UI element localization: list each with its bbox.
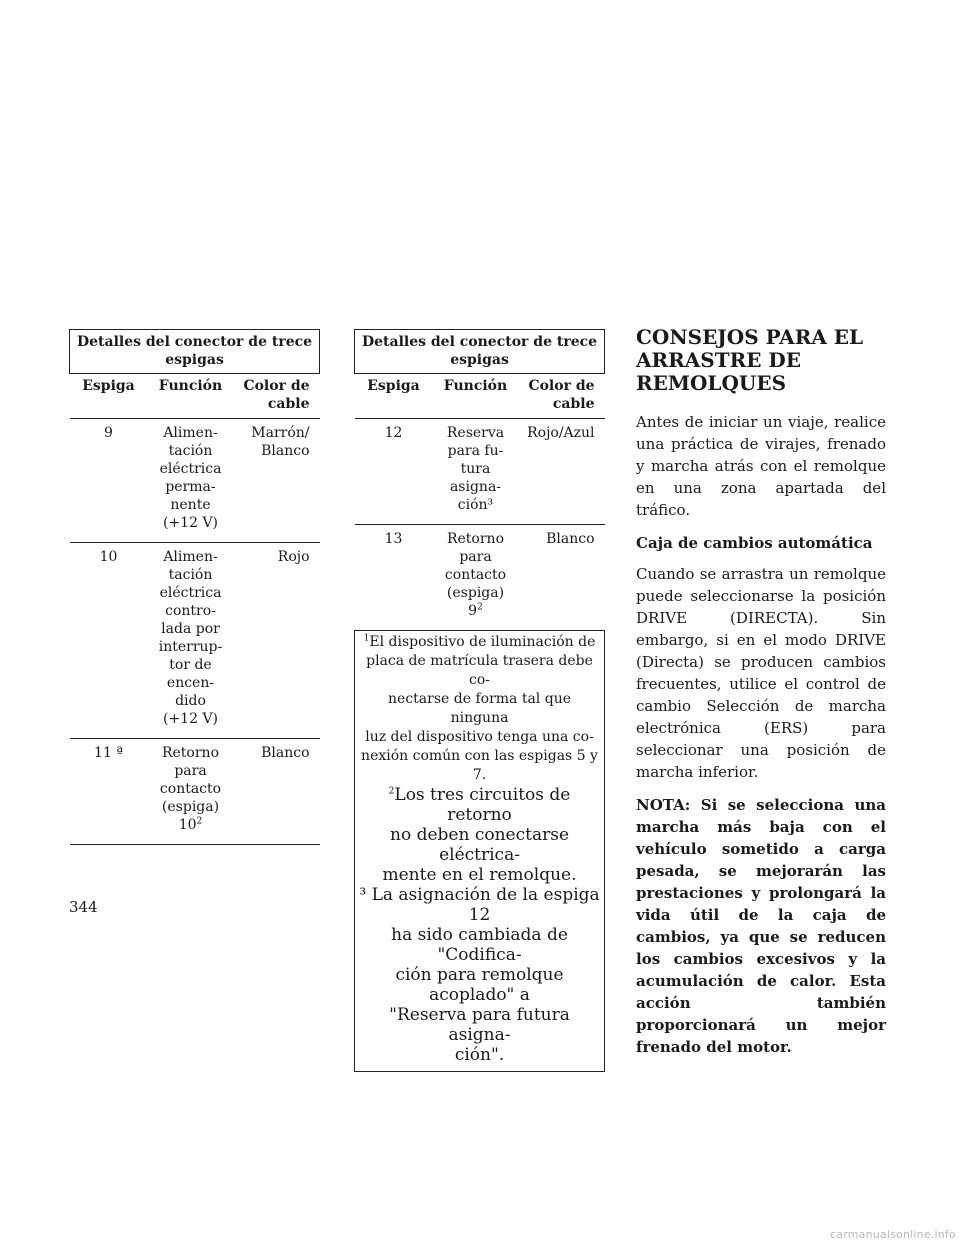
superscript-mark: 2 (477, 602, 483, 613)
page-number: 344 (69, 898, 98, 916)
table-1-header-function: Función (148, 374, 234, 419)
footnote-2-mark: 2 (388, 786, 395, 797)
connector-table-2 (354, 329, 605, 1072)
table-row (355, 419, 605, 525)
pin-number: 13 (355, 525, 433, 631)
footnote-2 (359, 785, 600, 885)
wire-color: Marrón/ Blanco (234, 419, 320, 543)
footnote-3: ³ La asignación de la espiga 12 ha sido cambiada de "Codifica- ción para remolque acoplado" a "Reserva para futura asigna- ción". (359, 885, 600, 1065)
table-2-header-color: Color de cable (519, 374, 605, 419)
footnote-1-text: El dispositivo de iluminación de placa de matrícula trasera debe co- nectarse de forma tal que ninguna luz del dispositivo tenga una co- nexión común con las espigas 5 y 7. (361, 634, 598, 783)
connector-table-1 (69, 329, 320, 845)
pin-function: Retorno para contacto (espiga) $9^2$ (433, 525, 519, 631)
pin-function: Alimen- tación eléctrica perma- nente (+12 V) (148, 419, 234, 543)
table-footnotes (355, 631, 605, 1072)
table-2-header-pin: Espiga (355, 374, 433, 419)
wire-color: Blanco (519, 525, 605, 631)
body-paragraph: Cuando se arrastra un remolque puede seleccionarse la posición DRIVE (DIRECTA). Sin embargo, si en el modo DRIVE (Directa) se producen cambios frecuentes, utilice el control de cambio Selección de marcha electrónica (ERS) para seleccionar una posición de marcha inferior. (636, 565, 886, 781)
subheading: Caja de cambios automática (636, 534, 873, 552)
pin-number: 9 (70, 419, 148, 543)
footnote-1 (359, 633, 600, 785)
note-paragraph: NOTA: Si se selecciona una marcha más baja con el vehículo sometido a carga pesada, se mejorarán las prestaciones y prolongará la vida útil de la caja de cambios, ya que se reducen los cambios excesivos y la acumulación de calor. Esta acción también proporcionará un mejor frenado del motor. (636, 796, 886, 1056)
table-1-header-pin: Espiga (70, 374, 148, 419)
section-heading: CONSEJOS PARA EL ARRASTRE DE REMOLQUES (636, 325, 864, 395)
table-row (70, 419, 320, 543)
table-row (355, 525, 605, 631)
intro-paragraph: Antes de iniciar un viaje, realice una práctica de virajes, frenado y marcha atrás con el remolque en una zona apartada del tráfico. (636, 413, 886, 519)
table-row (70, 739, 320, 845)
wire-color: Rojo (234, 543, 320, 739)
pin-number: 10 (70, 543, 148, 739)
watermark: carmanualsonline.info (830, 1228, 956, 1241)
pin-function: Retorno para contacto (espiga) $10^2$ (148, 739, 234, 845)
pin-number: 12 (355, 419, 433, 525)
pin-number: 11 ª (70, 739, 148, 845)
table-1-header-color: Color de cable (234, 374, 320, 419)
table-2-title: Detalles del conector de trece espigas (355, 330, 605, 374)
pin-function: Reserva para fu- tura asigna- ción³ (433, 419, 519, 525)
wire-color: Rojo/Azul (519, 419, 605, 525)
table-1-title: Detalles del conector de trece espigas (70, 330, 320, 374)
superscript-mark: 2 (196, 816, 203, 827)
footnote-1-mark: 1 (363, 633, 370, 644)
table-row (70, 543, 320, 739)
towing-tips-section (636, 326, 886, 1069)
wire-color: Blanco (234, 739, 320, 845)
table-2-header-function: Función (433, 374, 519, 419)
footnote-2-text: Los tres circuitos de retorno no deben conectarse eléctrica- mente en el remolque. (382, 785, 577, 885)
pin-function: Alimen- tación eléctrica contro- lada por interrup- tor de encen- dido (+12 V) (148, 543, 234, 739)
